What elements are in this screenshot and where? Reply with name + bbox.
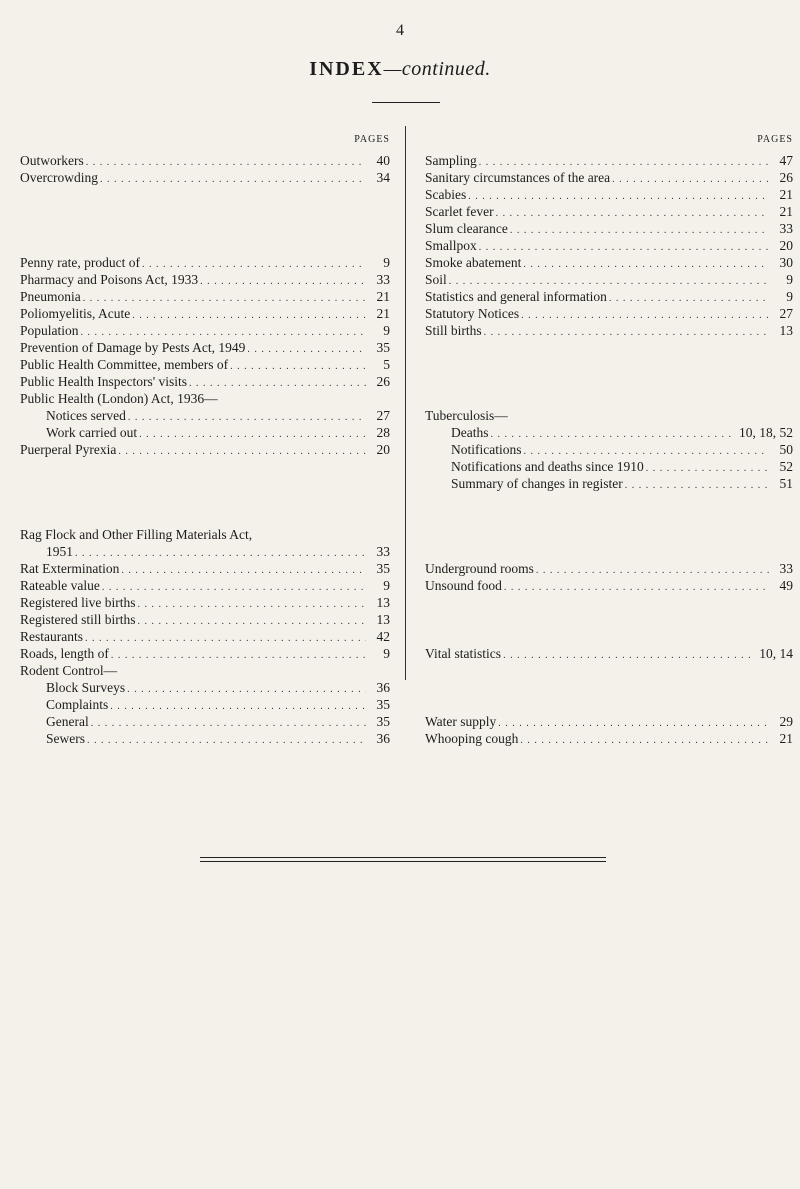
entry-label: 1951 — [46, 544, 73, 559]
index-entry — [20, 322, 390, 339]
blank-line — [425, 662, 793, 679]
entry-label: Pharmacy and Poisons Act, 1933 — [20, 272, 199, 287]
leader-dots — [646, 460, 769, 475]
entry-label: Notifications — [451, 442, 522, 457]
entry-label: Statutory Notices — [425, 306, 520, 321]
entry-page: 49 — [779, 578, 793, 593]
bottom-rule — [200, 861, 606, 862]
index-entry — [20, 560, 390, 577]
leader-dots — [127, 681, 366, 696]
entry-label: Still births — [425, 323, 482, 338]
entry-label: Whooping cough — [425, 731, 519, 746]
blank-line — [425, 628, 793, 645]
index-entry — [20, 169, 390, 186]
leader-dots — [468, 188, 769, 203]
blank-line — [425, 339, 793, 356]
leader-dots — [523, 256, 769, 271]
entry-label: Rag Flock and Other Filling Materials Act, — [20, 527, 253, 542]
leader-dots — [85, 630, 366, 645]
index-subentry — [20, 713, 390, 730]
entry-label: Sewers — [46, 731, 85, 746]
blank-line — [425, 543, 793, 560]
entry-page: 35 — [376, 561, 390, 576]
entry-page: 13 — [779, 323, 793, 338]
bottom-rule — [200, 857, 606, 858]
entry-page: 5 — [383, 357, 390, 372]
entry-label: Rodent Control— — [20, 663, 118, 678]
entry-page: 13 — [376, 595, 390, 610]
entry-page: 36 — [376, 731, 390, 746]
leader-dots — [91, 715, 366, 730]
blank-line — [20, 220, 390, 237]
index-entry — [20, 441, 390, 458]
leader-dots — [612, 171, 769, 186]
leader-dots — [498, 715, 769, 730]
leader-dots — [609, 290, 769, 305]
entry-page: 30 — [779, 255, 793, 270]
index-entry — [20, 339, 390, 356]
entry-label: Statistics and general information — [425, 289, 607, 304]
blank-line — [425, 679, 793, 696]
blank-line — [425, 356, 793, 373]
blank-line — [425, 594, 793, 611]
index-entry — [425, 322, 793, 339]
blank-line — [20, 458, 390, 475]
entry-page: 20 — [779, 238, 793, 253]
entry-label: Pneumonia — [20, 289, 81, 304]
leader-dots — [510, 222, 769, 237]
leader-dots — [142, 256, 366, 271]
index-entry — [20, 373, 390, 390]
entry-page: 36 — [376, 680, 390, 695]
entry-label: Overcrowding — [20, 170, 98, 185]
entry-page: 9 — [786, 272, 793, 287]
entry-label: Slum clearance — [425, 221, 508, 236]
entry-page: 35 — [376, 714, 390, 729]
index-subentry — [425, 458, 793, 475]
index-subentry — [20, 679, 390, 696]
index-subentry — [425, 441, 793, 458]
entry-page: 34 — [376, 170, 390, 185]
entry-page: 10, 14 — [759, 646, 793, 661]
index-entry — [425, 186, 793, 203]
index-entry — [20, 526, 390, 543]
entry-label: Penny rate, product of — [20, 255, 140, 270]
index-subentry — [20, 696, 390, 713]
index-entry — [20, 305, 390, 322]
page-number: 4 — [396, 22, 404, 39]
index-subentry — [20, 407, 390, 424]
entry-page: 35 — [376, 697, 390, 712]
leader-dots — [111, 647, 366, 662]
entry-label: Summary of changes in register — [451, 476, 623, 491]
entry-label: Public Health (London) Act, 1936— — [20, 391, 218, 406]
leader-dots — [138, 613, 367, 628]
entry-label: Notices served — [46, 408, 126, 423]
leader-dots — [121, 562, 366, 577]
entry-page: 35 — [376, 340, 390, 355]
entry-label: Sampling — [425, 153, 477, 168]
leader-dots — [491, 426, 736, 441]
entry-page: 21 — [376, 289, 390, 304]
blank-line — [20, 237, 390, 254]
leader-dots — [520, 732, 769, 747]
entry-label: Prevention of Damage by Pests Act, 1949 — [20, 340, 246, 355]
leader-dots — [247, 341, 366, 356]
index-list-right — [425, 152, 793, 747]
leader-dots — [230, 358, 366, 373]
index-entry — [425, 271, 793, 288]
index-entry — [20, 271, 390, 288]
index-entry — [20, 594, 390, 611]
blank-line — [20, 186, 390, 203]
leader-dots — [503, 647, 755, 662]
leader-dots — [484, 324, 769, 339]
entry-page: 40 — [376, 153, 390, 168]
blank-line — [20, 492, 390, 509]
blank-line — [425, 696, 793, 713]
entry-label: Public Health Committee, members of — [20, 357, 229, 372]
leader-dots — [87, 732, 366, 747]
blank-line — [20, 509, 390, 526]
leader-dots — [86, 154, 366, 169]
entry-page: 27 — [376, 408, 390, 423]
blank-line — [425, 373, 793, 390]
title-rule — [372, 102, 440, 103]
leader-dots — [100, 171, 366, 186]
index-entry — [425, 237, 793, 254]
entry-label: Registered still births — [20, 612, 136, 627]
leader-dots — [137, 596, 366, 611]
entry-page: 33 — [376, 544, 390, 559]
index-subentry — [20, 730, 390, 747]
index-column-left — [20, 130, 390, 747]
blank-line — [20, 475, 390, 492]
leader-dots — [479, 239, 769, 254]
pages-header-left: PAGES — [354, 134, 390, 145]
entry-page: 29 — [779, 714, 793, 729]
entry-page: 9 — [383, 323, 390, 338]
entry-label: Puerperal Pyrexia — [20, 442, 117, 457]
entry-page: 21 — [779, 187, 793, 202]
index-entry — [20, 577, 390, 594]
index-entry — [425, 220, 793, 237]
index-column-right — [425, 130, 793, 747]
pages-header-right: PAGES — [757, 134, 793, 145]
leader-dots — [81, 324, 366, 339]
entry-label: Notifications and deaths since 1910 — [451, 459, 644, 474]
index-entry — [425, 288, 793, 305]
leader-dots — [479, 154, 769, 169]
index-entry — [425, 560, 793, 577]
index-subentry — [425, 475, 793, 492]
page-title — [0, 58, 800, 81]
index-entry — [20, 645, 390, 662]
leader-dots — [132, 307, 366, 322]
entry-label: Restaurants — [20, 629, 83, 644]
entry-label: Tuberculosis— — [425, 408, 508, 423]
leader-dots — [102, 579, 366, 594]
entry-label: Rat Extermination — [20, 561, 120, 576]
entry-page: 33 — [376, 272, 390, 287]
leader-dots — [83, 290, 366, 305]
leader-dots — [200, 273, 366, 288]
leader-dots — [521, 307, 769, 322]
entry-label: Public Health Inspectors' visits — [20, 374, 188, 389]
leader-dots — [118, 443, 366, 458]
entry-page: 9 — [786, 289, 793, 304]
index-entry — [425, 645, 793, 662]
leader-dots — [504, 579, 769, 594]
entry-page: 9 — [383, 255, 390, 270]
column-divider — [405, 126, 406, 680]
entry-page: 27 — [779, 306, 793, 321]
entry-label: Scabies — [425, 187, 467, 202]
leader-dots — [139, 426, 366, 441]
index-entry — [425, 577, 793, 594]
leader-dots — [128, 409, 366, 424]
entry-page: 13 — [376, 612, 390, 627]
index-list-left — [20, 152, 390, 747]
entry-page: 9 — [383, 578, 390, 593]
entry-page: 28 — [376, 425, 390, 440]
entry-page: 47 — [779, 153, 793, 168]
entry-label: Registered live births — [20, 595, 136, 610]
entry-page: 21 — [376, 306, 390, 321]
index-subentry — [20, 424, 390, 441]
leader-dots — [189, 375, 366, 390]
index-entry — [20, 356, 390, 373]
entry-page: 51 — [779, 476, 793, 491]
index-entry — [425, 152, 793, 169]
index-entry — [425, 169, 793, 186]
entry-page: 9 — [383, 646, 390, 661]
leader-dots — [496, 205, 769, 220]
leader-dots — [75, 545, 366, 560]
index-entry — [20, 662, 390, 679]
entry-label: Soil — [425, 272, 447, 287]
entry-page: 21 — [779, 731, 793, 746]
entry-label: Smoke abatement — [425, 255, 522, 270]
entry-label: Outworkers — [20, 153, 84, 168]
blank-line — [20, 203, 390, 220]
entry-page: 52 — [779, 459, 793, 474]
entry-label: Rateable value — [20, 578, 100, 593]
blank-line — [425, 390, 793, 407]
index-entry — [425, 305, 793, 322]
index-entry — [20, 152, 390, 169]
entry-label: Population — [20, 323, 79, 338]
index-entry — [20, 611, 390, 628]
leader-dots — [625, 477, 769, 492]
blank-line — [425, 611, 793, 628]
entry-page: 10, 18, 52 — [739, 425, 793, 440]
title-main: INDEX — [309, 58, 384, 80]
entry-label: Smallpox — [425, 238, 477, 253]
entry-page: 33 — [779, 561, 793, 576]
index-entry — [425, 203, 793, 220]
entry-page: 20 — [376, 442, 390, 457]
entry-label: Complaints — [46, 697, 109, 712]
entry-label: Work carried out — [46, 425, 138, 440]
entry-label: Sanitary circumstances of the area — [425, 170, 611, 185]
entry-page: 26 — [376, 374, 390, 389]
entry-page: 42 — [376, 629, 390, 644]
index-subentry — [425, 424, 793, 441]
entry-label: Poliomyelitis, Acute — [20, 306, 131, 321]
leader-dots — [536, 562, 769, 577]
entry-page: 26 — [779, 170, 793, 185]
index-entry — [425, 254, 793, 271]
entry-page: 50 — [779, 442, 793, 457]
entry-label: Deaths — [451, 425, 489, 440]
entry-label: Water supply — [425, 714, 497, 729]
index-entry — [20, 288, 390, 305]
entry-label: General — [46, 714, 89, 729]
index-subentry — [20, 543, 390, 560]
blank-line — [425, 492, 793, 509]
entry-label: Block Surveys — [46, 680, 126, 695]
entry-page: 21 — [779, 204, 793, 219]
index-entry — [425, 407, 793, 424]
index-entry — [20, 628, 390, 645]
leader-dots — [449, 273, 769, 288]
title-sub: —continued. — [383, 58, 491, 80]
blank-line — [425, 509, 793, 526]
entry-label: Unsound food — [425, 578, 502, 593]
entry-label: Vital statistics — [425, 646, 502, 661]
entry-label: Scarlet fever — [425, 204, 494, 219]
index-entry — [425, 713, 793, 730]
index-entry — [425, 730, 793, 747]
blank-line — [425, 526, 793, 543]
index-entry — [20, 390, 390, 407]
entry-label: Roads, length of — [20, 646, 109, 661]
leader-dots — [110, 698, 366, 713]
entry-label: Underground rooms — [425, 561, 534, 576]
leader-dots — [524, 443, 770, 458]
index-entry — [20, 254, 390, 271]
entry-page: 33 — [779, 221, 793, 236]
